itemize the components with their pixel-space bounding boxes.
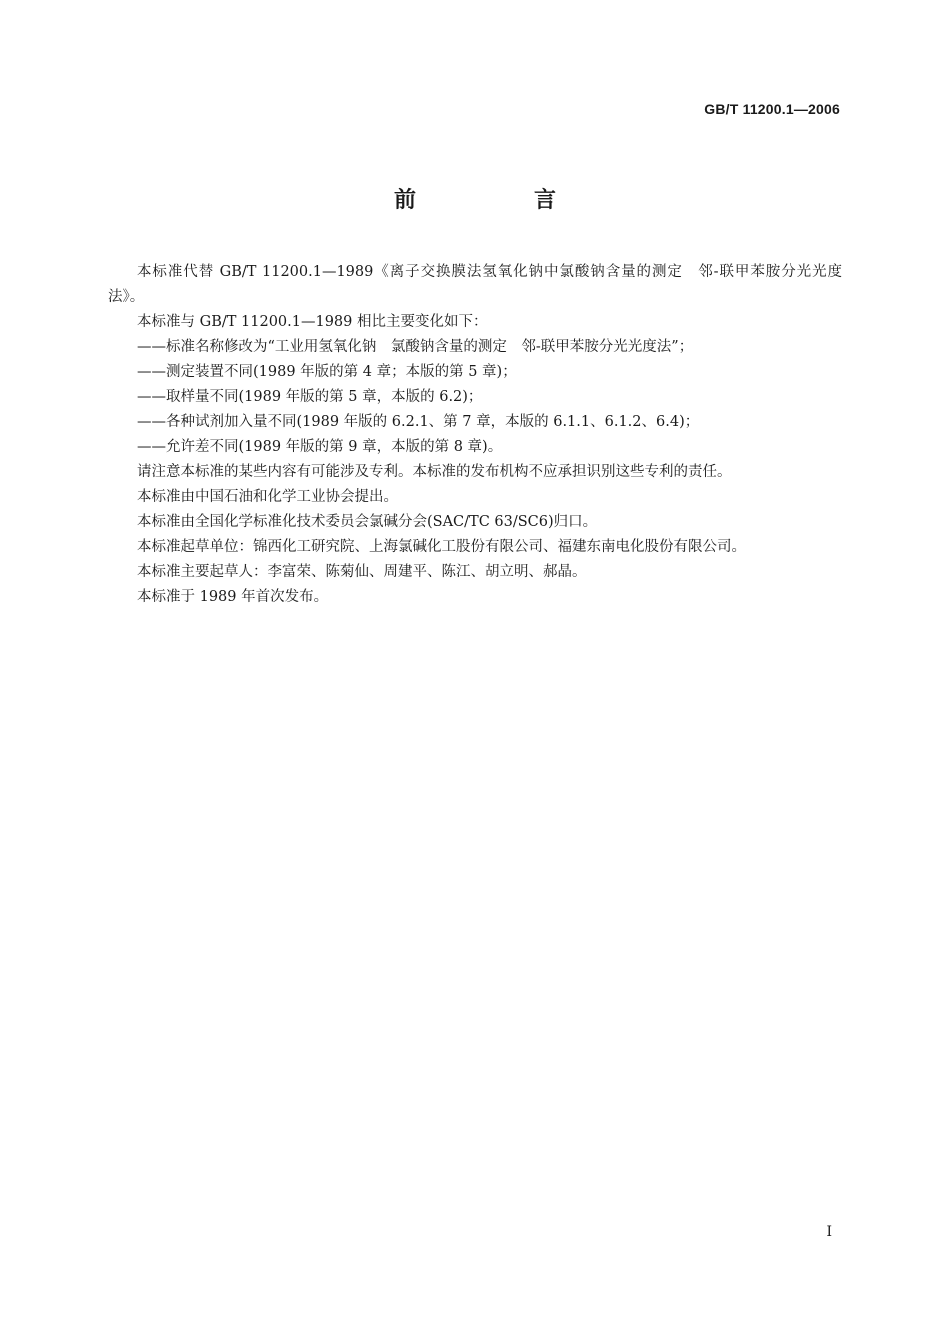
paragraph-drafting-units: 本标准起草单位：锦西化工研究院、上海氯碱化工股份有限公司、福建东南电化股份有限公司。 (137, 539, 746, 555)
change-item-tolerance: ——允许差不同(1989 年版的第 9 章，本版的第 8 章)。 (137, 439, 503, 455)
paragraph-technical-committee: 本标准由全国化学标准化技术委员会氯碱分会(SAC/TC 63/SC6)归口。 (137, 514, 598, 530)
paragraph-proposed-by: 本标准由中国石油和化学工业协会提出。 (137, 489, 398, 505)
paragraph-patent-notice: 请注意本标准的某些内容有可能涉及专利。本标准的发布机构不应承担识别这些专利的责任。 (137, 464, 732, 480)
paragraph-replaces: 本标准代替 GB/T 11200.1—1989《离子交换膜法氢氧化钠中氯酸钠含量的测定 邻-联甲苯胺分光光度法》。 (108, 264, 842, 305)
paragraph-changes-intro: 本标准与 GB/T 11200.1—1989 相比主要变化如下： (137, 314, 488, 330)
page-title: 前 言 (393, 188, 604, 213)
change-item-apparatus: ——测定装置不同(1989 年版的第 4 章；本版的第 5 章)； (137, 364, 517, 380)
paragraph-drafters: 本标准主要起草人：李富荣、陈菊仙、周建平、陈江、胡立明、郝晶。 (137, 564, 587, 580)
page-number: I (826, 1224, 832, 1240)
change-item-sample-size: ——取样量不同(1989 年版的第 5 章，本版的 6.2)； (137, 389, 483, 405)
standard-code: GB/T 11200.1—2006 (704, 101, 840, 117)
paragraph-first-issued: 本标准于 1989 年首次发布。 (137, 589, 329, 605)
change-item-reagents: ——各种试剂加入量不同(1989 年版的 6.2.1、第 7 章，本版的 6.1.1、6.1.2、6.4)； (137, 414, 700, 430)
preface-body (108, 260, 842, 610)
change-item-title: ——标准名称修改为“工业用氢氧化钠 氯酸钠含量的测定 邻-联甲苯胺分光光度法”； (137, 339, 694, 355)
